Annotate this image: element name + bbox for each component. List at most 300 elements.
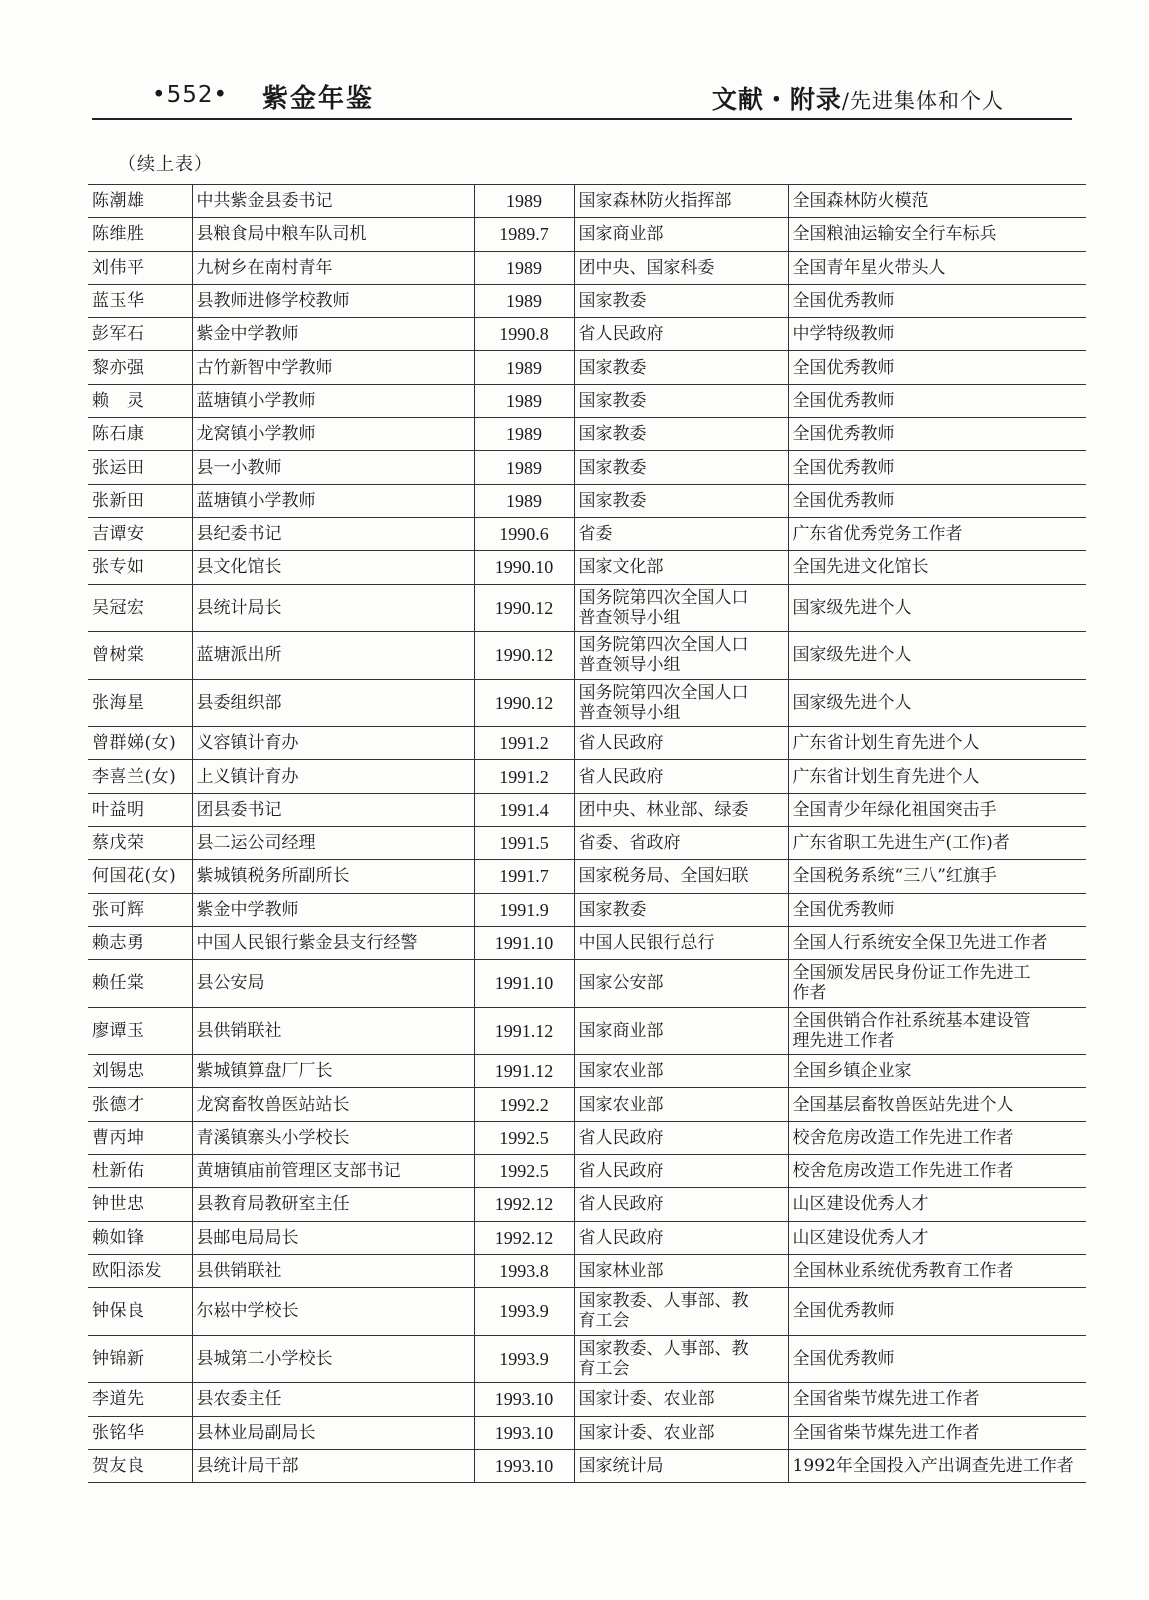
awards-table-body [88,185,1086,1483]
honor-title-cell [788,1007,1086,1055]
work-unit-cell: 中国人民银行紫金县支行经警 [192,926,474,959]
person-name-cell: 黎亦强 [88,351,192,384]
person-name-cell: 赖任棠 [88,960,192,1008]
awarding-body-cell [574,1221,788,1254]
honor-title-cell [788,960,1086,1008]
awarding-body-cell [574,1055,788,1088]
awarding-body-cell [574,1007,788,1055]
awarding-body-cell [574,793,788,826]
awarding-body-cell [574,727,788,760]
award-date-cell: 1989 [474,384,574,417]
awarding-body-line: 国家计委、农业部 [578,1422,715,1443]
honor-title-line: 全国森林防火模范 [792,191,929,212]
table-row [88,760,1086,793]
honor-title-cell [788,760,1086,793]
awarding-body-line: 国家农业部 [578,1094,664,1115]
table-row [88,318,1086,351]
award-date-cell: 1993.10 [474,1449,574,1482]
honor-title-cell [788,318,1086,351]
awarding-body-cell [574,1416,788,1449]
award-date-cell: 1992.12 [474,1188,574,1221]
person-name-cell: 李喜兰(女) [88,760,192,793]
award-date-cell: 1991.12 [474,1007,574,1055]
work-unit-cell: 县委组织部 [192,679,474,727]
award-date-cell: 1989.7 [474,218,574,251]
award-date-cell: 1991.9 [474,893,574,926]
work-unit-cell: 县农委主任 [192,1383,474,1416]
table-row [88,1121,1086,1154]
awarding-body-line: 省人民政府 [578,766,664,787]
honor-title-cell [788,517,1086,550]
honor-title-cell [788,826,1086,859]
table-row [88,517,1086,550]
honor-title-cell [788,451,1086,484]
awarding-body-cell [574,451,788,484]
awarding-body-cell [574,926,788,959]
award-date-cell: 1993.10 [474,1383,574,1416]
award-date-cell: 1990.8 [474,318,574,351]
person-name-cell: 钟保良 [88,1288,192,1336]
awarding-body-line: 省人民政府 [578,324,664,345]
honor-title-line: 全国人行系统安全保卫先进工作者 [792,932,1048,953]
award-date-cell: 1992.5 [474,1121,574,1154]
honor-title-line: 全国先进文化馆长 [792,557,929,578]
table-row [88,384,1086,417]
table-row [88,451,1086,484]
honor-title-line: 校舍危房改造工作先进工作者 [792,1127,1014,1148]
honor-title-line: 全国优秀教师 [792,1348,895,1369]
work-unit-cell: 蓝塘派出所 [192,632,474,680]
table-row [88,418,1086,451]
subsection-name: /先进集体和个人 [841,89,1004,113]
honor-title-line: 全国省柴节煤先进工作者 [792,1389,980,1410]
work-unit-cell: 县教师进修学校教师 [192,284,474,317]
person-name-cell: 贺友良 [88,1449,192,1482]
awarding-body-line: 国家森林防火指挥部 [578,191,732,212]
person-name-cell: 彭军石 [88,318,192,351]
award-date-cell: 1991.4 [474,793,574,826]
work-unit-cell: 尔崧中学校长 [192,1288,474,1336]
awarding-body-cell [574,484,788,517]
honor-title-line: 国家级先进个人 [792,692,912,713]
honor-title-cell [788,185,1086,218]
table-row [88,1383,1086,1416]
person-name-cell: 廖谭玉 [88,1007,192,1055]
person-name-cell: 张专如 [88,551,192,584]
award-date-cell: 1992.12 [474,1221,574,1254]
awarding-body-line: 国家教委、人事部、教 [578,1291,749,1312]
honor-title-line: 全国优秀教师 [792,490,895,511]
award-date-cell: 1989 [474,251,574,284]
table-row [88,351,1086,384]
awarding-body-line: 省人民政府 [578,1194,664,1215]
table-row [88,1088,1086,1121]
honor-title-cell [788,551,1086,584]
work-unit-cell: 龙窝镇小学教师 [192,418,474,451]
awarding-body-cell [574,960,788,1008]
person-name-cell: 吉谭安 [88,517,192,550]
award-date-cell: 1991.2 [474,760,574,793]
continued-note: （续上表） [118,154,213,175]
table-row [88,1221,1086,1254]
honor-title-cell [788,1416,1086,1449]
person-name-cell: 刘伟平 [88,251,192,284]
table-row [88,1188,1086,1221]
work-unit-cell: 中共紫金县委书记 [192,185,474,218]
person-name-cell: 张新田 [88,484,192,517]
awarding-body-cell [574,679,788,727]
person-name-cell: 张可辉 [88,893,192,926]
work-unit-cell: 县公安局 [192,960,474,1008]
awarding-body-line: 国务院第四次全国人口 [578,587,749,608]
person-name-cell: 吴冠宏 [88,584,192,632]
award-date-cell: 1992.2 [474,1088,574,1121]
table-row [88,960,1086,1008]
honor-title-cell [788,1383,1086,1416]
honor-title-cell [788,1288,1086,1336]
honor-title-cell [788,584,1086,632]
person-name-cell: 张运田 [88,451,192,484]
award-date-cell: 1991.2 [474,727,574,760]
person-name-cell: 张铭华 [88,1416,192,1449]
awarding-body-line: 国家林业部 [578,1261,664,1282]
awarding-body-cell [574,584,788,632]
award-date-cell: 1993.10 [474,1416,574,1449]
awarding-body-line: 团中央、林业部、绿委 [578,799,749,820]
awarding-body-cell [574,1188,788,1221]
awarding-body-line: 国家教委 [578,424,647,445]
award-date-cell: 1991.5 [474,826,574,859]
work-unit-cell: 县林业局副局长 [192,1416,474,1449]
awarding-body-line: 省人民政府 [578,733,664,754]
person-name-cell: 赖 灵 [88,384,192,417]
honor-title-cell [788,384,1086,417]
honor-title-cell [788,484,1086,517]
awarding-body-cell [574,251,788,284]
awarding-body-line: 国家教委 [578,291,647,312]
awarding-body-cell [574,1088,788,1121]
table-row [88,1155,1086,1188]
person-name-cell: 何国花(女) [88,860,192,893]
honor-title-line: 全国税务系统“三八”红旗手 [792,866,997,887]
page-header [92,74,1072,120]
honor-title-line: 全国供销合作社系统基本建设管 [792,1010,1031,1031]
awarding-body-line-2: 育工会 [578,1358,630,1379]
table-row [88,793,1086,826]
honor-title-cell [788,218,1086,251]
honor-title-line: 全国林业系统优秀教育工作者 [792,1261,1014,1282]
person-name-cell: 钟世忠 [88,1188,192,1221]
person-name-cell: 陈潮雄 [88,185,192,218]
awarding-body-line: 国家教委 [578,490,647,511]
work-unit-cell: 县文化馆长 [192,551,474,584]
awarding-body-line: 国家统计局 [578,1455,664,1476]
awarding-body-cell [574,318,788,351]
honor-title-line: 国家级先进个人 [792,597,912,618]
awarding-body-line: 省人民政府 [578,1161,664,1182]
section-name: 文献・附录 [711,85,842,114]
awarding-body-line: 省委、省政府 [578,833,681,854]
awarding-body-cell [574,284,788,317]
work-unit-cell: 县邮电局局长 [192,1221,474,1254]
honor-title-line: 全国优秀教师 [792,390,895,411]
awarding-body-cell [574,826,788,859]
work-unit-cell: 蓝塘镇小学教师 [192,484,474,517]
award-date-cell: 1991.7 [474,860,574,893]
table-row [88,584,1086,632]
work-unit-cell: 上义镇计育办 [192,760,474,793]
honor-title-cell [788,860,1086,893]
work-unit-cell: 九树乡在南村青年 [192,251,474,284]
table-row [88,632,1086,680]
honor-title-line: 全国优秀教师 [792,291,895,312]
person-name-cell: 陈石康 [88,418,192,451]
honor-title-line: 广东省计划生育先进个人 [792,766,980,787]
awarding-body-cell [574,351,788,384]
work-unit-cell: 龙窝畜牧兽医站站长 [192,1088,474,1121]
honor-title-line: 校舍危房改造工作先进工作者 [792,1161,1014,1182]
award-date-cell: 1989 [474,351,574,384]
work-unit-cell: 紫金中学教师 [192,318,474,351]
person-name-cell: 蔡戊荣 [88,826,192,859]
honor-title-line: 广东省优秀党务工作者 [792,524,963,545]
awards-table [88,184,1086,1483]
award-date-cell: 1993.9 [474,1288,574,1336]
awarding-body-cell [574,760,788,793]
work-unit-cell: 县统计局长 [192,584,474,632]
honor-title-cell [788,1188,1086,1221]
table-row [88,185,1086,218]
honor-title-line: 全国优秀教师 [792,357,895,378]
awarding-body-line: 国家商业部 [578,1020,664,1041]
honor-title-line: 全国颁发居民身份证工作先进工 [792,963,1031,984]
work-unit-cell: 县粮食局中粮车队司机 [192,218,474,251]
section-title [712,80,1004,116]
work-unit-cell: 县供销联社 [192,1007,474,1055]
honor-title-line-2: 理先进工作者 [792,1030,895,1051]
honor-title-line-2: 作者 [792,983,827,1004]
awarding-body-line-2: 育工会 [578,1311,630,1332]
table-row [88,218,1086,251]
honor-title-line: 全国青年星火带头人 [792,257,946,278]
work-unit-cell: 县城第二小学校长 [192,1335,474,1383]
person-name-cell: 赖如锋 [88,1221,192,1254]
table-row [88,284,1086,317]
awarding-body-line: 国家商业部 [578,224,664,245]
awarding-body-cell [574,1449,788,1482]
awarding-body-cell [574,551,788,584]
work-unit-cell: 县教育局教研室主任 [192,1188,474,1221]
award-date-cell: 1990.6 [474,517,574,550]
awarding-body-cell [574,893,788,926]
work-unit-cell: 县一小教师 [192,451,474,484]
honor-title-cell [788,727,1086,760]
honor-title-line: 全国粮油运输安全行车标兵 [792,224,997,245]
awarding-body-line: 国家教委、人事部、教 [578,1338,749,1359]
person-name-cell: 李道先 [88,1383,192,1416]
work-unit-cell: 团县委书记 [192,793,474,826]
honor-title-line: 全国优秀教师 [792,899,895,920]
awarding-body-line: 省人民政府 [578,1127,664,1148]
work-unit-cell: 古竹新智中学教师 [192,351,474,384]
table-row [88,893,1086,926]
awarding-body-line-2: 普查领导小组 [578,607,681,628]
honor-title-line: 全国优秀教师 [792,1301,895,1322]
award-date-cell: 1990.12 [474,632,574,680]
table-row [88,1254,1086,1287]
honor-title-line: 广东省计划生育先进个人 [792,733,980,754]
award-date-cell: 1989 [474,185,574,218]
awarding-body-cell [574,1383,788,1416]
award-date-cell: 1990.10 [474,551,574,584]
award-date-cell: 1989 [474,418,574,451]
awarding-body-line-2: 普查领导小组 [578,702,681,723]
honor-title-cell [788,926,1086,959]
person-name-cell: 陈维胜 [88,218,192,251]
award-date-cell: 1993.8 [474,1254,574,1287]
table-row [88,926,1086,959]
honor-title-cell [788,1055,1086,1088]
person-name-cell: 曾树棠 [88,632,192,680]
awarding-body-line: 国家教委 [578,357,647,378]
awarding-body-line: 国家农业部 [578,1061,664,1082]
work-unit-cell: 县纪委书记 [192,517,474,550]
awarding-body-line-2: 普查领导小组 [578,655,681,676]
person-name-cell: 张德才 [88,1088,192,1121]
honor-title-line: 山区建设优秀人才 [792,1227,929,1248]
work-unit-cell: 县供销联社 [192,1254,474,1287]
person-name-cell: 欧阳添发 [88,1254,192,1287]
honor-title-cell [788,1449,1086,1482]
awarding-body-line: 国家教委 [578,390,647,411]
work-unit-cell: 县统计局干部 [192,1449,474,1482]
award-date-cell: 1989 [474,451,574,484]
honor-title-cell [788,632,1086,680]
work-unit-cell: 县二运公司经理 [192,826,474,859]
person-name-cell: 刘锡忠 [88,1055,192,1088]
awarding-body-line: 中国人民银行总行 [578,932,715,953]
honor-title-line: 1992年全国投入产出调查先进工作者 [792,1455,1074,1476]
honor-title-cell [788,1254,1086,1287]
awarding-body-line: 国家文化部 [578,557,664,578]
awarding-body-line: 国家教委 [578,899,647,920]
person-name-cell: 赖志勇 [88,926,192,959]
awarding-body-cell [574,1121,788,1154]
awarding-body-line: 国务院第四次全国人口 [578,635,749,656]
table-row [88,679,1086,727]
table-row [88,1288,1086,1336]
table-row [88,860,1086,893]
honor-title-cell [788,251,1086,284]
awarding-body-line: 国家公安部 [578,973,664,994]
work-unit-cell: 义容镇计育办 [192,727,474,760]
award-date-cell: 1991.10 [474,926,574,959]
awarding-body-cell [574,185,788,218]
awarding-body-line: 国家教委 [578,457,647,478]
awarding-body-cell [574,418,788,451]
honor-title-cell [788,679,1086,727]
table-row [88,551,1086,584]
honor-title-cell [788,418,1086,451]
table-row [88,727,1086,760]
award-date-cell: 1990.12 [474,679,574,727]
honor-title-line: 广东省职工先进生产(工作)者 [792,833,1010,854]
awarding-body-cell [574,860,788,893]
award-date-cell: 1993.9 [474,1335,574,1383]
page-number: •552• [152,82,229,108]
honor-title-cell [788,1121,1086,1154]
work-unit-cell: 紫城镇算盘厂厂长 [192,1055,474,1088]
person-name-cell: 曹丙坤 [88,1121,192,1154]
honor-title-line: 全国省柴节煤先进工作者 [792,1422,980,1443]
work-unit-cell: 蓝塘镇小学教师 [192,384,474,417]
honor-title-cell [788,284,1086,317]
awarding-body-line: 省委 [578,524,613,545]
award-date-cell: 1992.5 [474,1155,574,1188]
table-row [88,1335,1086,1383]
awarding-body-line: 团中央、国家科委 [578,257,715,278]
person-name-cell: 钟锦新 [88,1335,192,1383]
honor-title-cell [788,1335,1086,1383]
awarding-body-line: 国家税务局、全国妇联 [578,866,749,887]
work-unit-cell: 青溪镇寨头小学校长 [192,1121,474,1154]
awarding-body-cell [574,1155,788,1188]
honor-title-cell [788,1221,1086,1254]
honor-title-line: 全国青少年绿化祖国突击手 [792,799,997,820]
awarding-body-cell [574,384,788,417]
honor-title-cell [788,893,1086,926]
table-row [88,251,1086,284]
awarding-body-line: 省人民政府 [578,1227,664,1248]
honor-title-line: 山区建设优秀人才 [792,1194,929,1215]
table-row [88,1416,1086,1449]
table-row [88,484,1086,517]
awarding-body-line: 国务院第四次全国人口 [578,682,749,703]
awarding-body-cell [574,218,788,251]
honor-title-cell [788,793,1086,826]
honor-title-line: 全国优秀教师 [792,457,895,478]
person-name-cell: 叶益明 [88,793,192,826]
awarding-body-cell [574,1288,788,1336]
honor-title-cell [788,1155,1086,1188]
person-name-cell: 杜新佑 [88,1155,192,1188]
award-date-cell: 1990.12 [474,584,574,632]
table-row [88,826,1086,859]
honor-title-line: 全国乡镇企业家 [792,1061,912,1082]
awarding-body-line: 国家计委、农业部 [578,1389,715,1410]
person-name-cell: 张海星 [88,679,192,727]
honor-title-line: 中学特级教师 [792,324,895,345]
honor-title-line: 全国优秀教师 [792,424,895,445]
award-date-cell: 1991.10 [474,960,574,1008]
work-unit-cell: 紫城镇税务所副所长 [192,860,474,893]
table-row [88,1055,1086,1088]
work-unit-cell: 黄塘镇庙前管理区支部书记 [192,1155,474,1188]
person-name-cell: 蓝玉华 [88,284,192,317]
honor-title-cell [788,351,1086,384]
work-unit-cell: 紫金中学教师 [192,893,474,926]
awarding-body-cell [574,632,788,680]
honor-title-line: 全国基层畜牧兽医站先进个人 [792,1094,1014,1115]
person-name-cell: 曾群娣(女) [88,727,192,760]
award-date-cell: 1989 [474,284,574,317]
award-date-cell: 1991.12 [474,1055,574,1088]
awarding-body-cell [574,1335,788,1383]
awarding-body-cell [574,1254,788,1287]
honor-title-cell [788,1088,1086,1121]
table-row [88,1007,1086,1055]
honor-title-line: 国家级先进个人 [792,645,912,666]
